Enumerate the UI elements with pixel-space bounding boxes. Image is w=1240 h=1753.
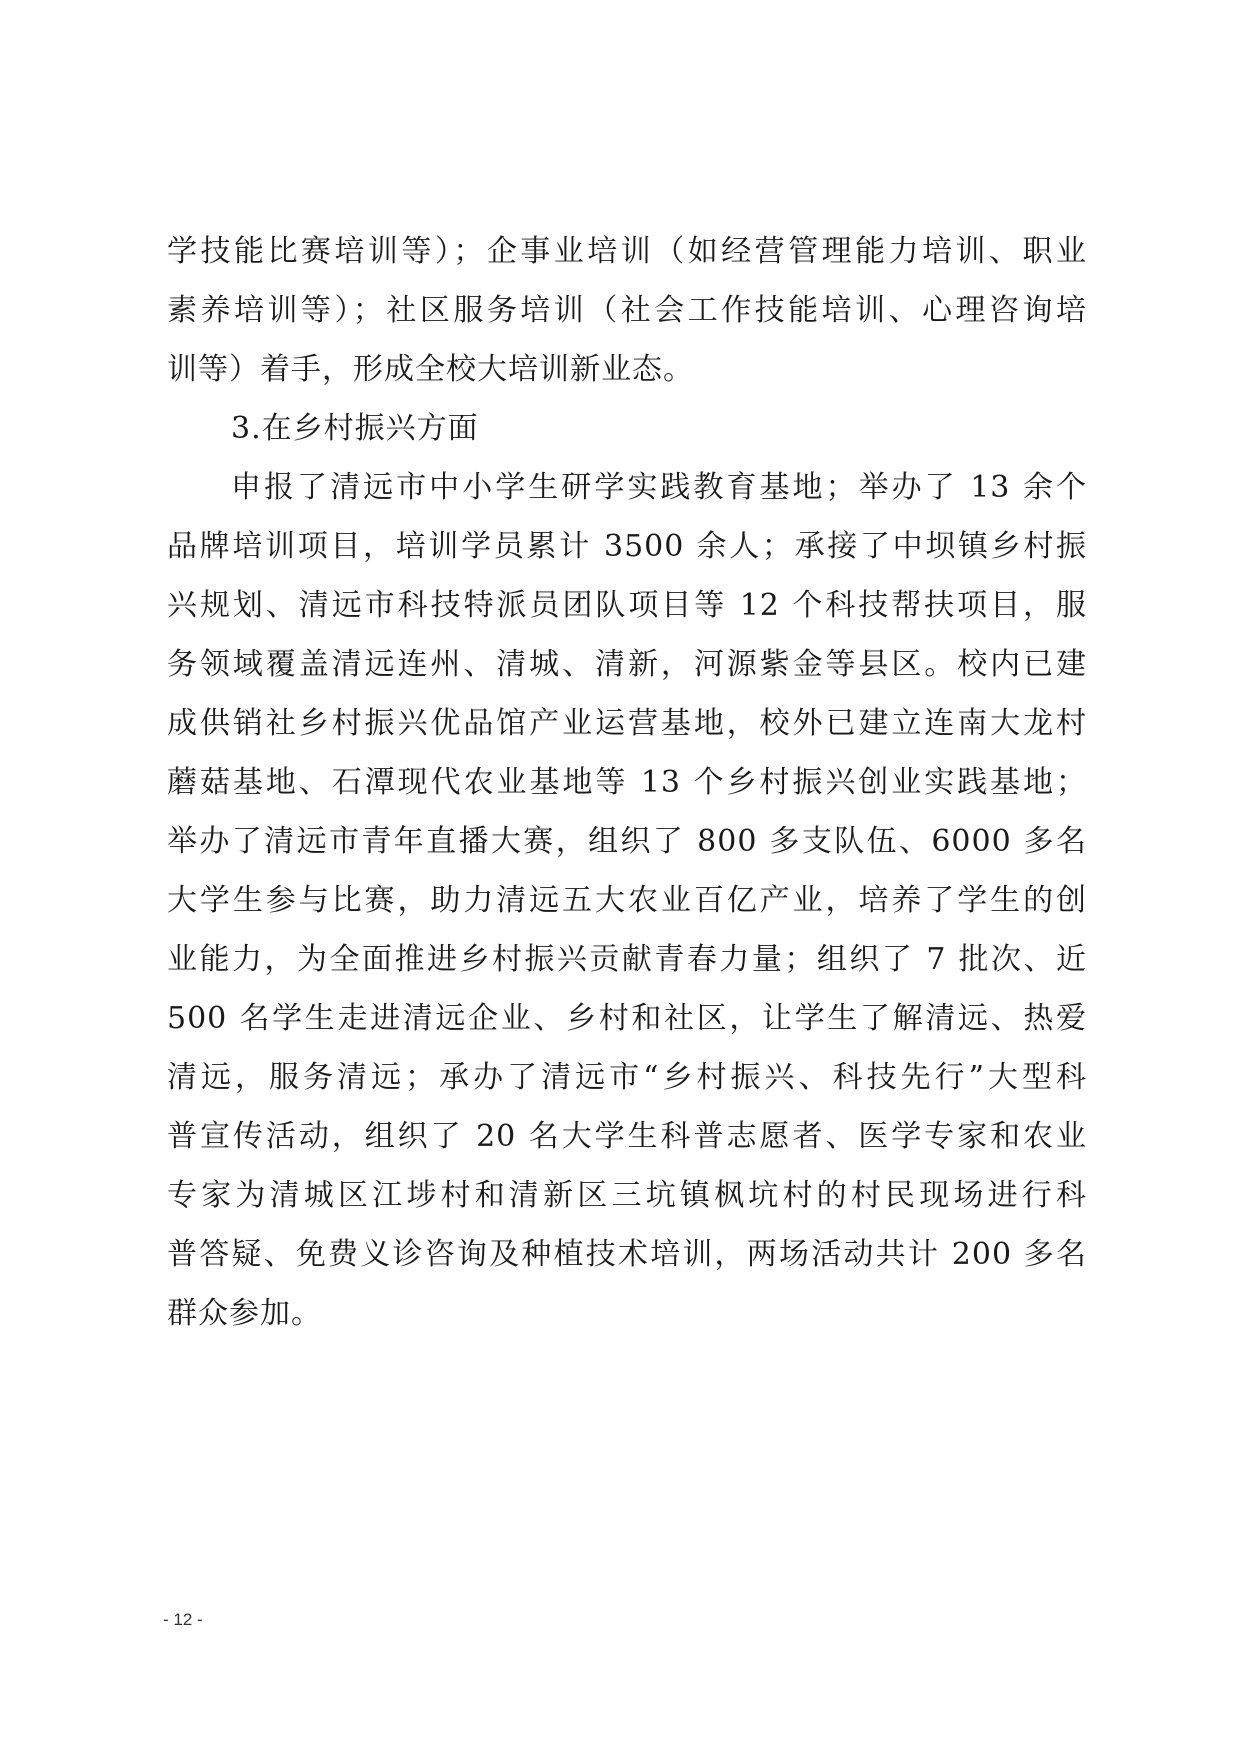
body-text	[167, 222, 1087, 1343]
paragraph-line: 品牌培训项目，培训学员累计 3500 余人；承接了中坝镇乡村振	[167, 529, 1087, 564]
section-heading: 3.在乡村振兴方面	[231, 411, 479, 446]
page-number: - 12 -	[163, 1610, 203, 1629]
paragraph-line: 500 名学生走进清远企业、乡村和社区，让学生了解清远、热爱	[167, 1001, 1087, 1036]
paragraph-line: 普宣传活动，组织了 20 名大学生科普志愿者、医学专家和农业	[167, 1119, 1087, 1154]
paragraph-line: 大学生参与比赛，助力清远五大农业百亿产业，培养了学生的创	[167, 883, 1087, 918]
paragraph-line: 学技能比赛培训等）；企事业培训（如经营管理能力培训、职业	[167, 234, 1087, 269]
paragraph-line: 举办了清远市青年直播大赛，组织了 800 多支队伍、6000 多名	[167, 824, 1087, 859]
paragraph-line: 成供销社乡村振兴优品馆产业运营基地，校外已建立连南大龙村	[167, 706, 1087, 741]
paragraph-line: 务领域覆盖清远连州、清城、清新，河源紫金等县区。校内已建	[167, 647, 1087, 682]
paragraph-line: 兴规划、清远市科技特派员团队项目等 12 个科技帮扶项目，服	[167, 588, 1087, 623]
paragraph-line: 训等）着手，形成全校大培训新业态。	[167, 352, 694, 387]
paragraph-line: 蘑菇基地、石潭现代农业基地等 13 个乡村振兴创业实践基地；	[167, 765, 1087, 800]
paragraph-line: 素养培训等）；社区服务培训（社会工作技能培训、心理咨询培	[167, 293, 1087, 328]
paragraph-line: 专家为清城区江埗村和清新区三坑镇枫坑村的村民现场进行科	[167, 1178, 1087, 1213]
paragraph-line: 清远，服务清远；承办了清远市“乡村振兴、科技先行”大型科	[167, 1060, 1087, 1095]
paragraph-line: 申报了清远市中小学生研学实践教育基地；举办了 13 余个	[231, 470, 1087, 505]
paragraph-line: 群众参加。	[167, 1296, 322, 1331]
paragraph-line: 业能力，为全面推进乡村振兴贡献青春力量；组织了 7 批次、近	[167, 942, 1087, 977]
paragraph-line: 普答疑、免费义诊咨询及种植技术培训，两场活动共计 200 多名	[167, 1237, 1087, 1272]
